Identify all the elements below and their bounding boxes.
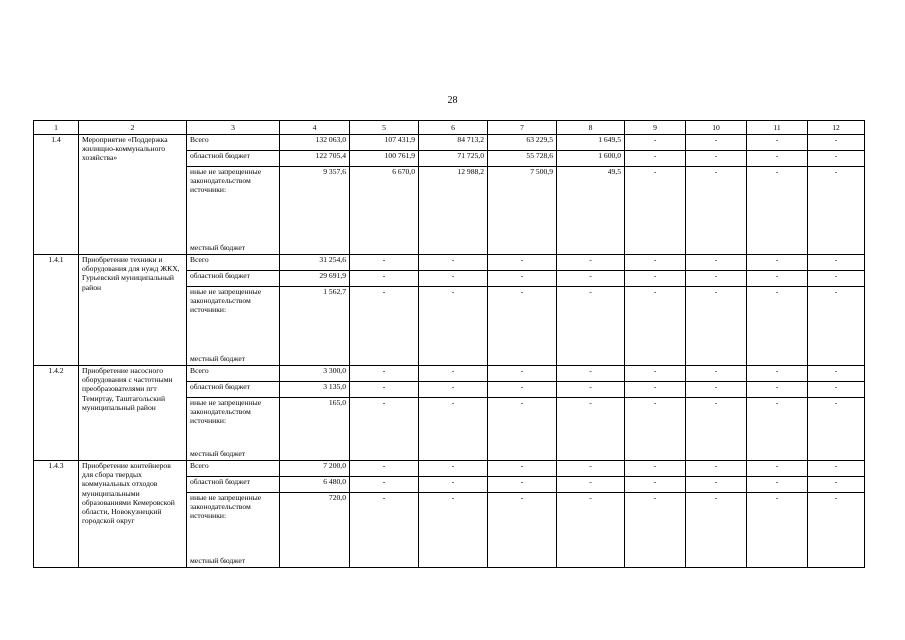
amount-cell: - <box>747 398 808 461</box>
amount-cell: 84 713,2 <box>419 135 488 151</box>
amount-cell: 122 705,4 <box>280 151 350 167</box>
amount-cell: - <box>625 366 686 382</box>
amount-cell: - <box>747 151 808 167</box>
total-row <box>34 255 865 271</box>
amount-cell: 720,0 <box>280 493 350 568</box>
amount-cell: - <box>808 255 865 271</box>
amount-cell: 107 431,9 <box>350 135 419 151</box>
amount-cell: 3 135,0 <box>280 382 350 398</box>
amount-cell: 132 063,0 <box>280 135 350 151</box>
amount-cell: - <box>747 271 808 287</box>
measure-name: Приобретение насосного оборудования с частотными преобразователями пгт Темиртау, Таштагольский муниципальный район <box>79 366 187 461</box>
amount-cell: - <box>350 287 419 366</box>
total-row <box>34 366 865 382</box>
amount-cell: - <box>686 135 747 151</box>
amount-cell: 12 988,2 <box>419 167 488 255</box>
amount-cell: 165,0 <box>280 398 350 461</box>
amount-cell: - <box>625 382 686 398</box>
amount-cell: - <box>488 398 557 461</box>
amount-cell: - <box>625 287 686 366</box>
amount-cell: - <box>747 255 808 271</box>
amount-cell: 9 357,6 <box>280 167 350 255</box>
amount-cell: - <box>557 477 625 493</box>
amount-cell: 6 670,0 <box>350 167 419 255</box>
amount-cell: - <box>625 493 686 568</box>
amount-cell: - <box>686 493 747 568</box>
amount-cell: - <box>686 271 747 287</box>
amount-cell: - <box>488 477 557 493</box>
column-number-cell: 9 <box>625 121 686 135</box>
column-number-cell: 3 <box>187 121 280 135</box>
amount-cell: - <box>808 151 865 167</box>
amount-cell: - <box>747 477 808 493</box>
amount-cell: - <box>488 461 557 477</box>
amount-cell: - <box>808 382 865 398</box>
amount-cell: - <box>419 398 488 461</box>
funding-source: областной бюджет <box>187 382 280 398</box>
amount-cell: - <box>488 271 557 287</box>
funding-source: областной бюджет <box>187 151 280 167</box>
amount-cell: - <box>747 382 808 398</box>
amount-cell: - <box>808 366 865 382</box>
amount-cell: - <box>625 255 686 271</box>
amount-cell: - <box>808 493 865 568</box>
funding-source: Всего <box>187 135 280 151</box>
column-number-cell: 4 <box>280 121 350 135</box>
amount-cell: - <box>419 382 488 398</box>
amount-cell: - <box>686 398 747 461</box>
amount-cell: - <box>557 255 625 271</box>
amount-cell: - <box>488 366 557 382</box>
amount-cell: - <box>557 493 625 568</box>
amount-cell: - <box>350 366 419 382</box>
amount-cell: - <box>488 382 557 398</box>
amount-cell: - <box>747 287 808 366</box>
amount-cell: 49,5 <box>557 167 625 255</box>
measure-code: 1.4.3 <box>34 461 79 568</box>
amount-cell: - <box>488 255 557 271</box>
funding-source-other <box>187 398 280 461</box>
amount-cell: - <box>350 477 419 493</box>
amount-cell: 100 761,9 <box>350 151 419 167</box>
amount-cell: - <box>747 461 808 477</box>
column-number-cell: 6 <box>419 121 488 135</box>
budget-table <box>33 120 865 568</box>
local-budget-label: местный бюджет <box>190 448 246 458</box>
amount-cell: 7 500,9 <box>488 167 557 255</box>
amount-cell: - <box>686 461 747 477</box>
funding-source-other <box>187 493 280 568</box>
column-number-row <box>34 121 865 135</box>
measure-name: Приобретение техники и оборудования для нужд ЖКХ, Гурьевский муниципальный район <box>79 255 187 366</box>
amount-cell: - <box>625 151 686 167</box>
amount-cell: - <box>808 271 865 287</box>
amount-cell: - <box>808 135 865 151</box>
amount-cell: - <box>419 461 488 477</box>
amount-cell: 1 562,7 <box>280 287 350 366</box>
amount-cell: - <box>686 151 747 167</box>
funding-source-other <box>187 167 280 255</box>
other-sources-label: иные не запрещенные законодательством источники: <box>190 493 262 521</box>
column-number-cell: 1 <box>34 121 79 135</box>
amount-cell: - <box>625 461 686 477</box>
page-number: 28 <box>447 95 458 106</box>
amount-cell: - <box>686 366 747 382</box>
amount-cell: - <box>419 477 488 493</box>
amount-cell: 55 728,6 <box>488 151 557 167</box>
amount-cell: - <box>488 493 557 568</box>
amount-cell: - <box>625 167 686 255</box>
measure-name: Приобретение контейнеров для сбора твердых коммунальных отходов муниципальными образованиями Кемеровской области, Новокузнецкий городской округ <box>79 461 187 568</box>
amount-cell: - <box>808 461 865 477</box>
total-row <box>34 135 865 151</box>
amount-cell: 3 300,0 <box>280 366 350 382</box>
amount-cell: - <box>747 167 808 255</box>
measure-name: Мероприятие «Поддержка жилищно-коммунального хозяйства» <box>79 135 187 255</box>
amount-cell: - <box>488 287 557 366</box>
amount-cell: - <box>350 271 419 287</box>
amount-cell: - <box>350 382 419 398</box>
local-budget-label: местный бюджет <box>190 242 246 252</box>
amount-cell: 29 691,9 <box>280 271 350 287</box>
funding-source: областной бюджет <box>187 271 280 287</box>
amount-cell: - <box>557 287 625 366</box>
amount-cell: - <box>808 287 865 366</box>
amount-cell: - <box>419 493 488 568</box>
column-number-cell: 10 <box>686 121 747 135</box>
amount-cell: - <box>686 255 747 271</box>
total-row <box>34 461 865 477</box>
amount-cell: - <box>625 135 686 151</box>
amount-cell: - <box>557 398 625 461</box>
amount-cell: - <box>419 271 488 287</box>
amount-cell: 1 649,5 <box>557 135 625 151</box>
amount-cell: - <box>350 493 419 568</box>
amount-cell: - <box>808 477 865 493</box>
amount-cell: - <box>350 461 419 477</box>
amount-cell: - <box>808 167 865 255</box>
column-number-cell: 12 <box>808 121 865 135</box>
other-sources-label: иные не запрещенные законодательством источники: <box>190 287 262 315</box>
other-sources-label: иные не запрещенные законодательством источники: <box>190 398 262 426</box>
amount-cell: - <box>747 366 808 382</box>
amount-cell: - <box>419 287 488 366</box>
local-budget-label: местный бюджет <box>190 555 246 565</box>
column-number-cell: 7 <box>488 121 557 135</box>
column-number-cell: 5 <box>350 121 419 135</box>
measure-code: 1.4.1 <box>34 255 79 366</box>
amount-cell: - <box>686 382 747 398</box>
amount-cell: - <box>350 255 419 271</box>
amount-cell: 63 229,5 <box>488 135 557 151</box>
amount-cell: - <box>557 271 625 287</box>
amount-cell: - <box>808 398 865 461</box>
measure-code: 1.4 <box>34 135 79 255</box>
amount-cell: - <box>747 135 808 151</box>
amount-cell: - <box>686 287 747 366</box>
amount-cell: - <box>625 398 686 461</box>
other-sources-label: иные не запрещенные законодательством источники: <box>190 167 262 195</box>
amount-cell: - <box>557 366 625 382</box>
amount-cell: - <box>557 382 625 398</box>
amount-cell: - <box>625 477 686 493</box>
amount-cell: - <box>747 493 808 568</box>
amount-cell: 71 725,0 <box>419 151 488 167</box>
amount-cell: 1 600,0 <box>557 151 625 167</box>
funding-source: Всего <box>187 461 280 477</box>
amount-cell: 31 254,6 <box>280 255 350 271</box>
amount-cell: - <box>419 255 488 271</box>
funding-source-other <box>187 287 280 366</box>
amount-cell: - <box>350 398 419 461</box>
funding-source: Всего <box>187 255 280 271</box>
amount-cell: - <box>419 366 488 382</box>
column-number-cell: 2 <box>79 121 187 135</box>
amount-cell: - <box>686 477 747 493</box>
amount-cell: - <box>625 271 686 287</box>
column-number-cell: 11 <box>747 121 808 135</box>
amount-cell: 7 200,0 <box>280 461 350 477</box>
funding-source: Всего <box>187 366 280 382</box>
column-number-cell: 8 <box>557 121 625 135</box>
amount-cell: - <box>686 167 747 255</box>
local-budget-label: местный бюджет <box>190 353 246 363</box>
amount-cell: 6 480,0 <box>280 477 350 493</box>
funding-source: областной бюджет <box>187 477 280 493</box>
amount-cell: - <box>557 461 625 477</box>
measure-code: 1.4.2 <box>34 366 79 461</box>
